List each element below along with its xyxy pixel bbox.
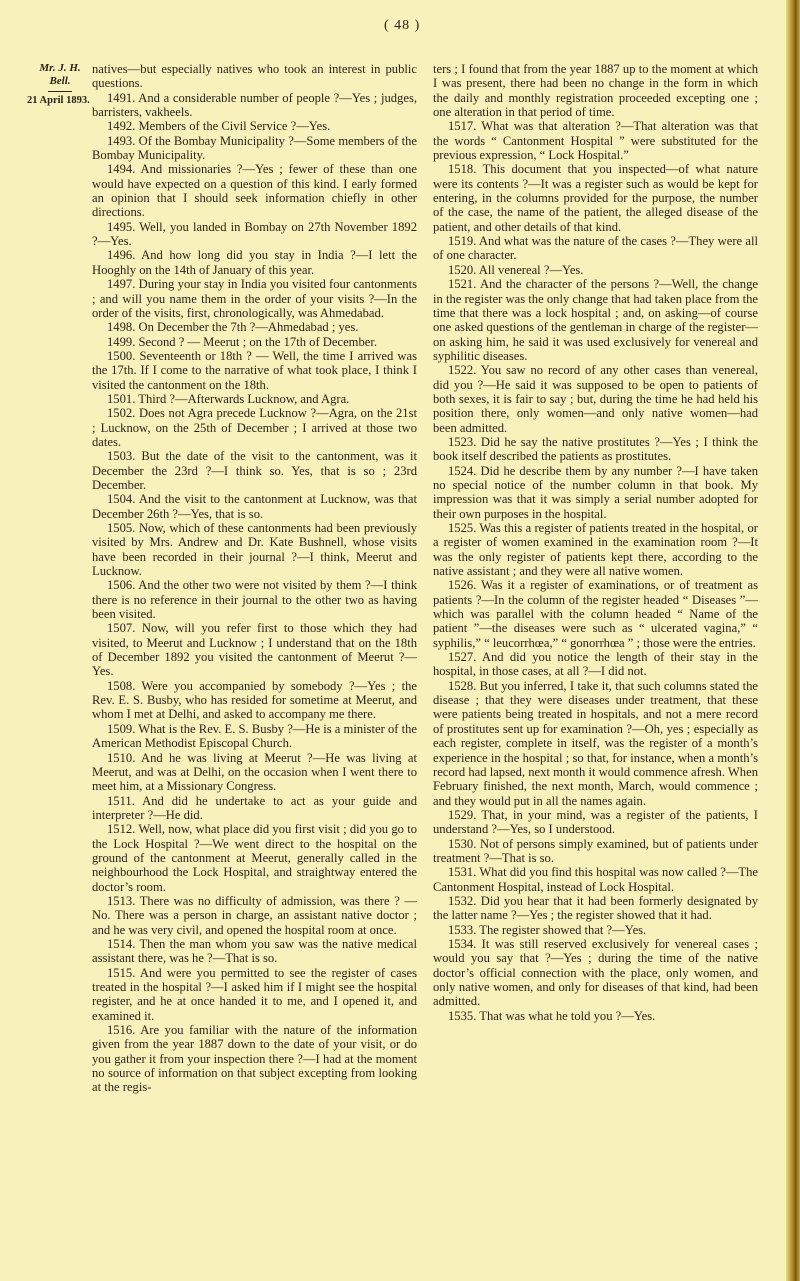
testimony-paragraph: 1531. What did you find this hospital was now called ?—The Cantonment Hospital, instead of Lock Hospital. <box>433 865 758 894</box>
testimony-paragraph: 1526. Was it a register of examinations, or of treatment as patients ?—In the column of the register headed “ Diseases ”—which was parallel with the column headed “ Name of the patient ”—the diseases were such as “ ulcerated vagina,” “ syphilis,” “ leucorrhœa,” “ gonorrhœa ” ; those were the entries. <box>433 578 758 650</box>
testimony-paragraph: 1530. Not of persons simply examined, but of patients under treatment ?—That is so. <box>433 836 758 865</box>
testimony-paragraph: 1520. All venereal ?—Yes. <box>448 262 584 277</box>
testimony-paragraph: 1523. Did he say the native prostitutes ?—Yes ; I think the book itself described the patients as prostitutes. <box>433 434 758 464</box>
testimony-paragraph: 1524. Did he describe them by any number ?—I have taken no special notice of the number column in that book. My impression was that it was simply a serial number adopted for their own purposes in the hospital. <box>433 463 758 521</box>
testimony-paragraph: 1519. And what was the nature of the cases ?—They were all of one character. <box>433 234 758 263</box>
witness-surname: Bell. <box>49 75 71 87</box>
margin-divider <box>48 91 72 92</box>
testimony-paragraph: 1507. Now, will you refer first to those which they had visited, to Meerut and Lucknow ; I understand that on the 18th of December 1892 you visited the cantonment of Meerut ?—Yes. <box>92 621 417 679</box>
testimony-paragraph: 1498. On December the 7th ?—Ahmedabad ; yes. <box>107 320 359 335</box>
testimony-paragraph: 1504. And the visit to the cantonment at Lucknow, was that December 26th ?—Yes, that is so. <box>92 492 417 521</box>
testimony-paragraph: 1501. Third ?—Afterwards Lucknow, and Agra. <box>107 391 350 406</box>
testimony-paragraph: 1510. And he was living at Meerut ?—He was living at Meerut, and was at Delhi, on the occasion when I went there to meet him, at a Missionary Congress. <box>92 750 417 794</box>
testimony-paragraph: 1534. It was still reserved exclusively for venereal cases ; would you say that ?—Yes ; during the time of the native doctor’s official connection with the place, only women, and only native women, and only for diseases of that kind, had been admitted. <box>433 936 758 1009</box>
testimony-paragraph: 1521. And the character of the persons ?—Well, the change in the register was the only change that had taken place from the time that there was a lock hospital ; and, on asking—of course one asked questions of the gentleman in charge of the register—on asking him, he said it was used exclusively for venereal and syphilitic diseases. <box>433 277 758 363</box>
testimony-paragraph: 1511. And did he undertake to act as your guide and interpreter ?—He did. <box>92 793 417 822</box>
testimony-paragraph: 1495. Well, you landed in Bombay on 27th November 1892 ?—Yes. <box>92 219 417 249</box>
testimony-paragraph: 1515. And were you permitted to see the register of cases treated in the hospital ?—I asked him if I might see the hospital register, and he at once handed it to me, and I opened it, and examined it. <box>92 965 417 1023</box>
testimony-paragraph: 1522. You saw no record of any other cases than venereal, did you ?—He said it was supposed to be open to patients of both sexes, it is fair to say ; but, during the time he had held his position there, only women—and only native women—had been admitted. <box>433 363 758 435</box>
testimony-paragraph: 1533. The register showed that ?—Yes. <box>448 922 647 937</box>
testimony-paragraph: 1502. Does not Agra precede Lucknow ?—Agra, on the 21st ; Lucknow, on the 25th of December ; I arrived at those two dates. <box>92 406 417 449</box>
testimony-paragraph: 1492. Members of the Civil Service ?—Yes. <box>107 119 331 134</box>
testimony-paragraph: 1493. Of the Bombay Municipality ?—Some members of the Bombay Municipality. <box>92 133 417 163</box>
testimony-paragraph: 1527. And did you notice the length of their stay in the hospital, in those cases, at all ?—I did not. <box>433 650 758 679</box>
testimony-paragraph: 1491. And a considerable number of people ?—Yes ; judges, barristers, vakheels. <box>92 90 417 120</box>
testimony-paragraph: 1500. Seventeenth or 18th ? — Well, the time I arrived was the 17th. If I come to the narrative of what took place, I think I visited the cantonment on the 18th. <box>92 348 417 392</box>
testimony-paragraph: 1528. But you inferred, I take it, that such columns stated the disease ; that they were diseases under treatment, that these were patients being treated in hospitals, and not a mere record of prostitutes sent up for examination ?—Oh, yes ; especially as each register, complete in itself, was the register of a month’s experience in the hospital ; so that, for instance, when a month’s record had lapsed, next month it would commence afresh. When February finished, the next month, March, would commence ; and they would put in all the names again. <box>433 678 758 808</box>
testimony-paragraph: 1513. There was no difficulty of admission, was there ? — No. There was a person in charge, an assistant native doctor ; and he was very civil, and opened the hospital room at once. <box>92 893 417 937</box>
testimony-paragraph: natives—but especially natives who took an interest in public questions. <box>92 62 417 91</box>
right-text-column <box>433 62 758 1023</box>
testimony-paragraph: 1525. Was this a register of patients treated in the hospital, or a register of women examined in the examination room ?—It was the only register of patients kept there, according to the native assistant ; and they were all native women. <box>433 521 758 579</box>
page-number: ( 48 ) <box>384 18 421 33</box>
testimony-paragraph: 1496. And how long did you stay in India ?—I lett the Hooghly on the 14th of January of this year. <box>92 248 417 277</box>
book-binding-edge <box>786 0 800 1281</box>
testimony-paragraph: 1516. Are you familiar with the nature of the information given from the year 1887 down to the date of your visit, or do you gather it from your inspection there ?—I had at the moment no source of information on that subject excepting from looking at the regis- <box>92 1023 417 1095</box>
testimony-paragraph: 1512. Well, now, what place did you first visit ; did you go to the Lock Hospital ?—We went direct to the hospital on the ground of the cantonment at Meerut, generally called in the neighbourhood the Lock Hospital, and straightway entered the doctor’s room. <box>92 822 417 894</box>
testimony-paragraph: 1506. And the other two were not visited by them ?—I think there is no reference in their journal to the other two as having been visited. <box>92 578 417 622</box>
testimony-paragraph: 1494. And missionaries ?—Yes ; fewer of these than one would have expected on a question of this kind. I early formed an opinion that I should seek information chiefly in other directions. <box>92 162 417 220</box>
testimony-paragraph: 1497. During your stay in India you visited four cantonments ; and will you name them in the order of your visits ?—In the order of the visits, first, chronologically, was Ahmedabad. <box>92 277 417 320</box>
testimony-paragraph: 1503. But the date of the visit to the cantonment, was it December the 23rd ?—I think so. Yes, that is so ; 23rd December. <box>92 449 417 492</box>
testimony-paragraph: 1505. Now, which of these cantonments had been previously visited by Mrs. Andrew and Dr. Kate Bushnell, whose visits have been recorded in their journal ?—I think, Meerut and Lucknow. <box>92 521 417 579</box>
testimony-paragraph: 1532. Did you hear that it had been formerly designated by the latter name ?—Yes ; the register showed that it had. <box>433 893 758 923</box>
testimony-paragraph: 1517. What was that alteration ?—That alteration was that the words “ Cantonment Hospital ” were substituted for the previous expression, “ Lock Hospital.” <box>433 119 758 163</box>
testimony-paragraph: 1518. This document that you inspected—of what nature were its contents ?—It was a register such as would be kept for entering, in the columns provided for the purpose, the number of the case, the name of the patient, the alleged disease of the patient, and other details of that kind. <box>433 162 758 234</box>
testimony-paragraph: ters ; I found that from the year 1887 up to the moment at which I was present, there had been no change in the form in which the daily and monthly registration proceeded excepting one ; one alteration in that period of time. <box>433 62 758 120</box>
testimony-paragraph: 1514. Then the man whom you saw was the native medical assistant there, was he ?—That is so. <box>92 936 417 966</box>
testimony-paragraph: 1535. That was what he told you ?—Yes. <box>448 1008 656 1023</box>
hearing-date: 21 April 1893. <box>27 95 90 106</box>
left-text-column <box>92 62 417 1095</box>
testimony-paragraph: 1508. Were you accompanied by somebody ?—Yes ; the Rev. E. S. Busby, who has resided for sometime at Meerut, and whom I met at Delhi, and asked to accompany me there. <box>92 678 417 722</box>
witness-name: Mr. J. H. <box>39 62 81 74</box>
testimony-paragraph: 1529. That, in your mind, was a register of the patients, I understand ?—Yes, so I understood. <box>433 807 758 837</box>
margin-note <box>27 62 90 107</box>
testimony-paragraph: 1499. Second ? — Meerut ; on the 17th of December. <box>107 334 377 349</box>
testimony-paragraph: 1509. What is the Rev. E. S. Busby ?—He is a minister of the American Methodist Episcopal Church. <box>92 721 417 751</box>
